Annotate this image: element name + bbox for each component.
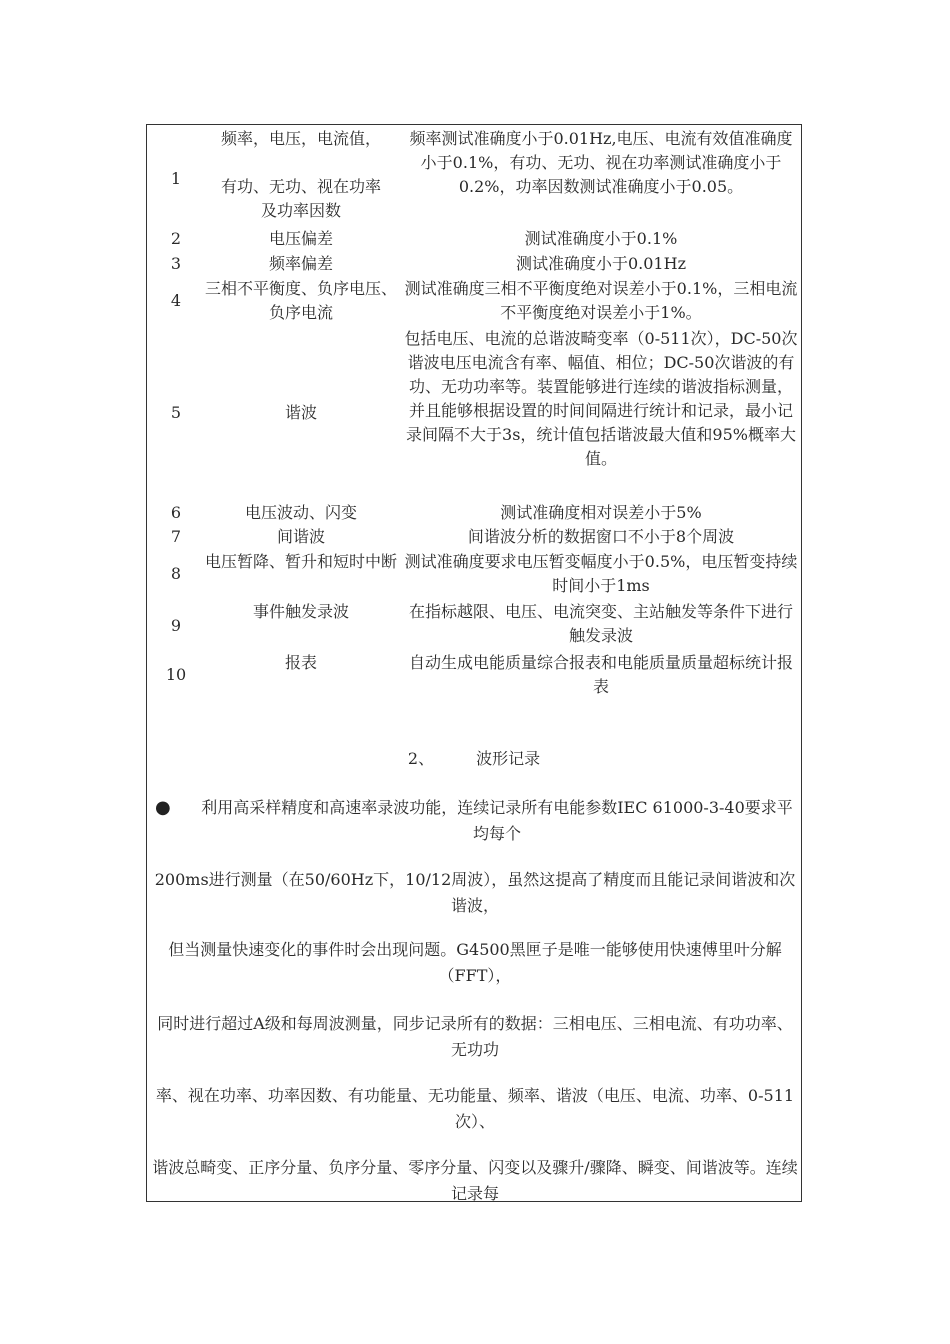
bullet-text: 利用高采样精度和高速率录波功能，连续记录所有电能参数IEC 61000-3-40要求平均每个 (201, 798, 793, 843)
body-paragraph: 同时进行超过A级和每周波测量，同步记录所有的数据：三相电压、三相电流、有功功率、无功功 (157, 1014, 793, 1059)
section-title: 波形记录 (476, 749, 541, 768)
row-number: 6 (170, 503, 182, 522)
row-description: 自动生成电能质量综合报表和电能质量质量超标统计报表 (408, 653, 793, 696)
table-row (147, 525, 801, 549)
row-item: 间谐波 (276, 527, 325, 546)
table-row (147, 227, 801, 251)
document-frame (146, 124, 802, 1202)
table-row (147, 501, 801, 525)
row-item: 电压暂降、暂升和短时中断 (204, 552, 397, 571)
row-description: 间谐波分析的数据窗口不小于8个周波 (467, 527, 735, 546)
row-item-line: 频率，电压，电流值， (220, 129, 381, 148)
section-heading (147, 747, 801, 771)
table-row (147, 252, 801, 276)
row-item: 三相不平衡度、负序电压、负序电流 (204, 279, 397, 322)
row-item-line: 有功、无功、视在功率 (220, 177, 381, 196)
row-number: 8 (170, 564, 182, 583)
table-row (147, 127, 801, 227)
row-description: 测试准确度相对误差小于5% (500, 503, 702, 522)
row-number: 9 (170, 616, 182, 635)
row-number: 5 (170, 403, 182, 422)
body-paragraph: 200ms进行测量（在50/60Hz下，10/12周波），虽然这提高了精度而且能记录间谐波和次谐波， (154, 870, 796, 915)
body-paragraph: 率、视在功率、功率因数、有功能量、无功能量、频率、谐波（电压、电流、功率、0-511次）、 (155, 1086, 795, 1131)
row-item-line: 及功率因数 (260, 201, 341, 220)
body-paragraph: 谐波总畸变、正序分量、负序分量、零序分量、闪变以及骤升/骤降、瞬变、间谐波等。连续记录每 (152, 1158, 798, 1203)
row-number: 10 (165, 665, 187, 684)
row-item: 电压偏差 (268, 229, 333, 248)
row-number: 4 (170, 291, 182, 310)
row-number: 1 (170, 169, 182, 188)
row-description: 频率测试准确度小于0.01Hz,电压、电流有效值准确度小于0.1%，有功、无功、视在功率测试准确度小于0.2%，功率因数测试准确度小于0.05。 (409, 129, 793, 196)
row-item: 事件触发录波 (252, 602, 349, 621)
row-item: 谐波 (284, 403, 317, 422)
table-row (147, 550, 801, 600)
row-item: 报表 (284, 653, 317, 672)
row-item: 电压波动、闪变 (244, 503, 357, 522)
row-description: 测试准确度小于0.01Hz (515, 254, 686, 273)
table-row (147, 277, 801, 327)
table-row (147, 327, 801, 499)
row-description: 测试准确度三相不平衡度绝对误差小于0.1%，三相电流不平衡度绝对误差小于1%。 (404, 279, 798, 322)
row-description: 在指标越限、电压、电流突变、主站触发等条件下进行触发录波 (408, 602, 793, 645)
row-item: 频率偏差 (268, 254, 333, 273)
row-number: 2 (170, 229, 182, 248)
table-row (147, 651, 801, 701)
section-number: 2、 (407, 749, 435, 768)
body-paragraph: 但当测量快速变化的事件时会出现问题。G4500黑匣子是唯一能够使用快速傅里叶分解（FFT）， (168, 940, 782, 985)
bullet-icon: ● (155, 797, 171, 818)
table-row (147, 600, 801, 650)
row-item (203, 127, 399, 223)
row-number: 7 (170, 527, 182, 546)
row-description: 测试准确度要求电压暂变幅度小于0.5%，电压暂变持续时间小于1ms (404, 552, 798, 595)
row-description: 测试准确度小于0.1% (524, 229, 678, 248)
row-number: 3 (170, 254, 182, 273)
row-description: 包括电压、电流的总谐波畸变率（0-511次），DC-50次谐波电压电流含有率、幅值、相位；DC-50次谐波的有功、无功功率等。装置能够进行连续的谐波指标测量，并且能够根据设置的时间间隔进行统计和记录，最小记录间隔不大于3s，统计值包括谐波最大值和95%概率大值。 (404, 329, 798, 468)
bullet-paragraph (147, 795, 801, 847)
